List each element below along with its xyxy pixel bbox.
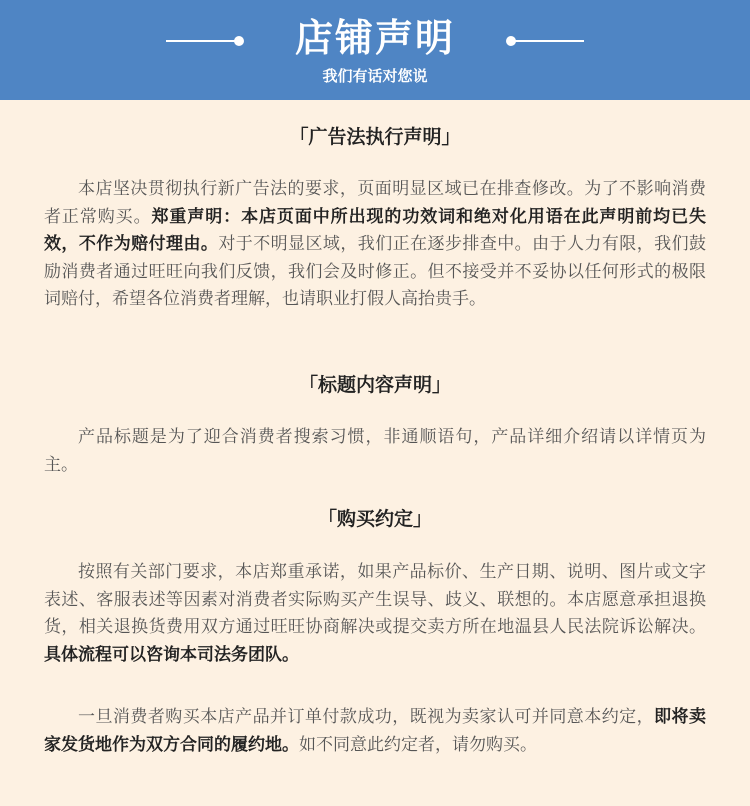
page-header: [0, 0, 750, 100]
section-heading-title-content: 「标题内容声明」: [298, 374, 451, 396]
purchase-performance-place: 即将卖家发货地作为双方合同的履约地。: [44, 707, 707, 755]
section-heading-purchase-agreement: 「购买约定」: [317, 508, 432, 530]
section-heading-ad-law: 「广告法执行声明」: [289, 126, 461, 148]
purchase-text-1: 按照有关部门要求，本店郑重承诺，如果产品标价、生产日期、说明、图片或文字表述、客服表述等因素对消费者实际购买产生误导、歧义、联想的。本店愿意承担退换货，相关退换货费用双方通过旺旺协商解决或提交卖方所在地温县人民法院诉讼解决。: [44, 562, 706, 637]
purchase-legal-team: 具体流程可以咨询本司法务团队。: [44, 644, 299, 665]
page-subtitle: 我们有话对您说: [322, 67, 428, 85]
purchase-text-3: 如不同意此约定者，请勿购买。: [299, 734, 537, 755]
right-decor-line: [512, 40, 584, 42]
title-content-paragraph: [44, 424, 706, 479]
title-content-text: 产品标题是为了迎合消费者搜索习惯，非通顺语句，产品详细介绍请以详情页为主。: [44, 427, 706, 475]
ad-law-text-2: 对于不明显区域，我们正在逐步排查中。由于人力有限，我们鼓励消费者通过旺旺向我们反馈，我们会及时修正。但不接受并不妥协以任何形式的极限词赔付，希望各位消费者理解，也请职业打假人高抬贵手。: [44, 234, 707, 309]
ad-law-text-1: 本店坚决贯彻执行新广告法的要求，页面明显区域已在排查修改。为了不影响消费者正常购买。: [44, 179, 706, 227]
purchase-paragraph-2: [44, 704, 706, 759]
purchase-text-2: 一旦消费者购买本店产品并订单付款成功，既视为卖家认可并同意本约定，: [78, 707, 655, 727]
page-title: 店铺声明: [294, 15, 455, 60]
purchase-paragraph-1: [44, 559, 706, 669]
ad-law-paragraph: [44, 176, 706, 314]
ad-law-statement: 郑重声明：本店页面中所出现的功效词和绝对化用语在此声明前均已失效，不作为赔付理由。: [44, 206, 706, 254]
